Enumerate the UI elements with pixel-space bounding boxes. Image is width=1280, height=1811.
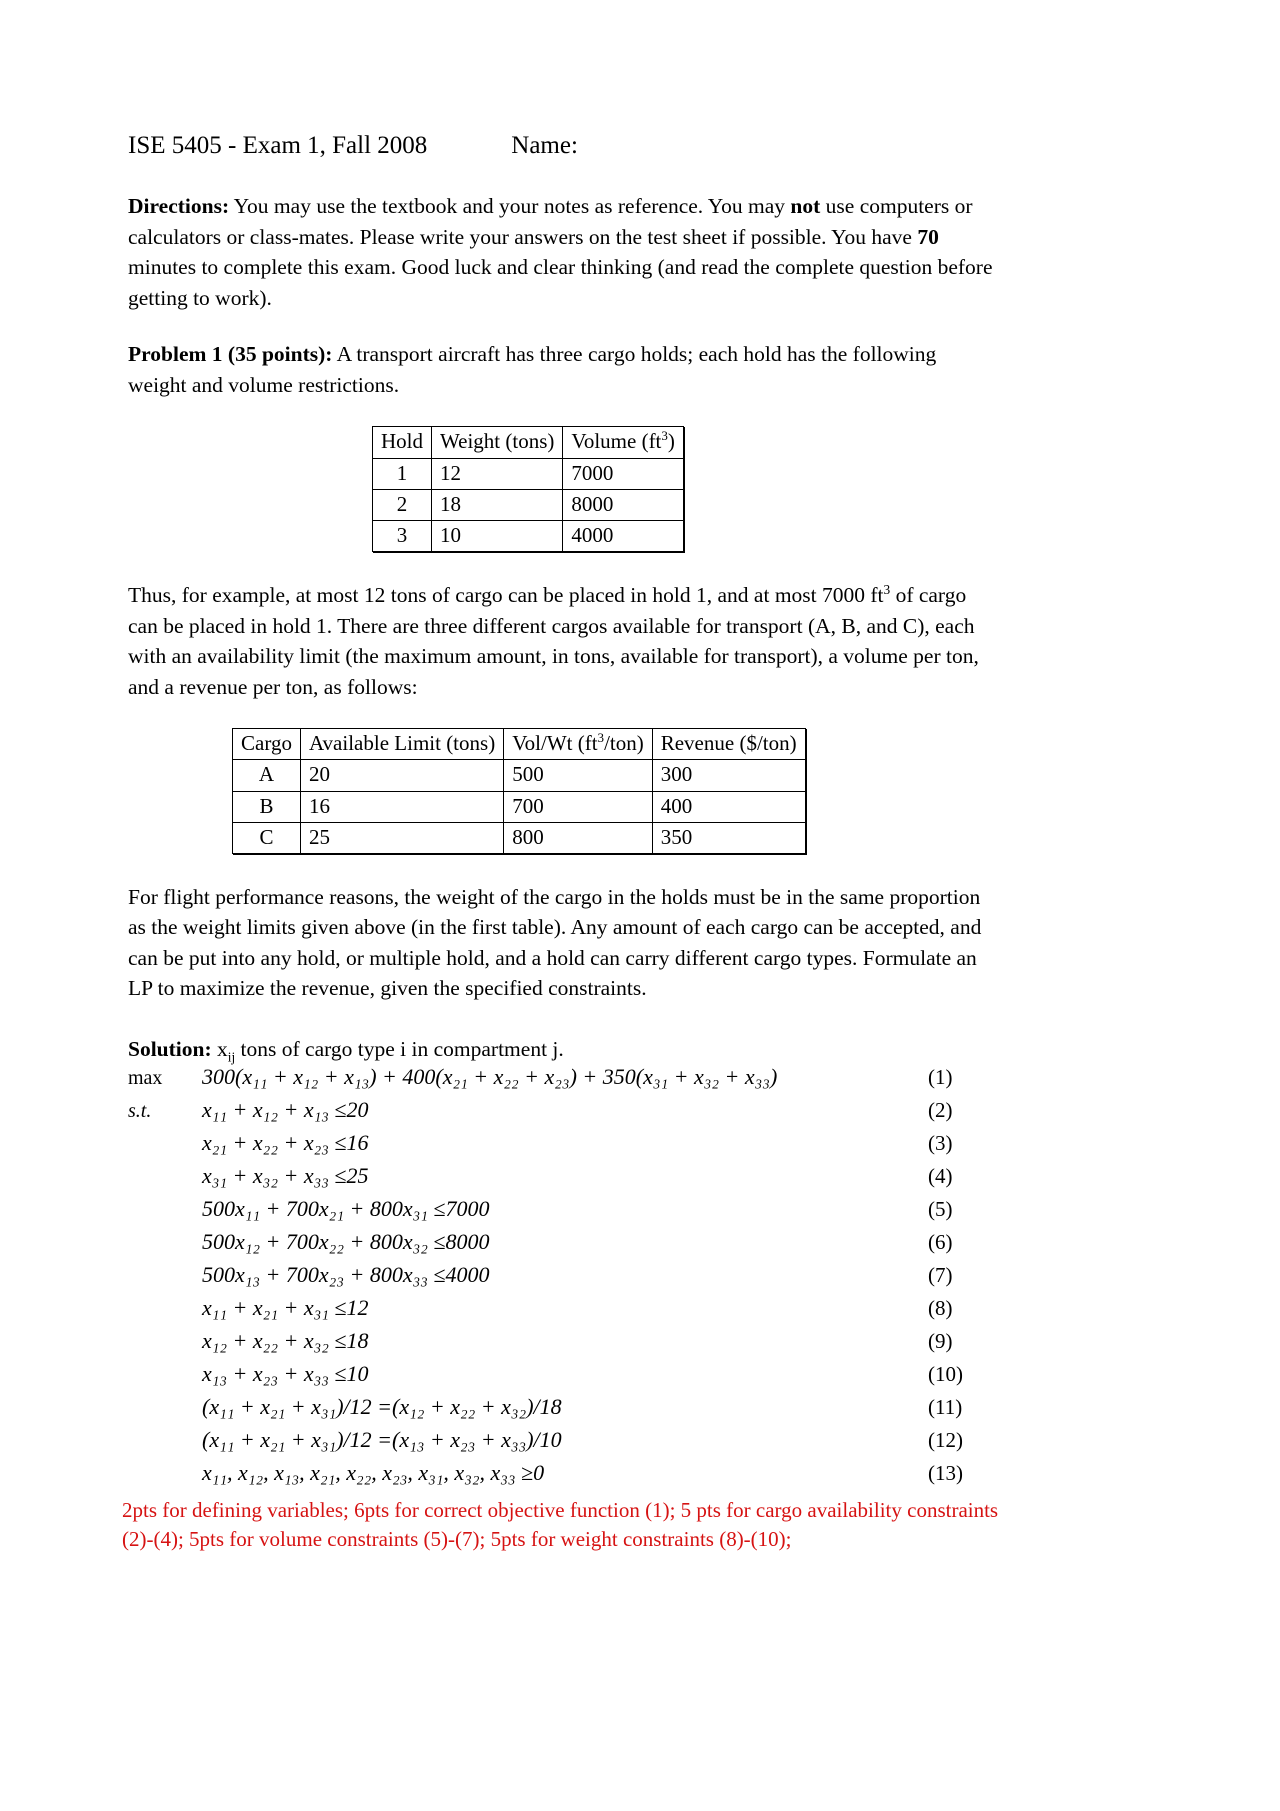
hold-cell-id: 3: [373, 520, 432, 551]
equation-list: [128, 1066, 1000, 1488]
equation-row: [128, 1165, 1000, 1191]
equation-number: (10): [928, 1362, 963, 1387]
hold-cell-volume: 4000: [563, 520, 684, 551]
page-content: [122, 130, 1000, 1554]
equation-tag: max: [128, 1067, 163, 1090]
cargo-description-paragraph: [128, 580, 1000, 702]
equation-body: (x₁₁ + x₂₁ + x₃₁)/12 =(x₁₂ + x₂₂ + x₃₂)/18: [202, 1394, 562, 1420]
cargo-cell-limit: 16: [300, 791, 503, 822]
volwt-header-base: Vol/Wt (ft: [512, 731, 598, 756]
hold-table-wrapper: [128, 426, 1000, 552]
hold-table-header-weight: Weight (tons): [432, 427, 563, 458]
equation-row: [128, 1099, 1000, 1125]
table-row: [233, 760, 806, 791]
equation-body: x₁₁ + x₂₁ + x₃₁ ≤12: [202, 1295, 369, 1321]
solution-label: Solution:: [128, 1036, 212, 1061]
equation-body: x₁₁, x₁₂, x₁₃, x₂₁, x₂₂, x₂₃, x₃₁, x₃₂, x₃₃ ≥0: [202, 1460, 545, 1486]
equation-number: (12): [928, 1428, 963, 1453]
equation-row: [128, 1330, 1000, 1356]
equation-number: (13): [928, 1461, 963, 1486]
flight-performance-paragraph: For flight performance reasons, the weight of the cargo in the holds must be in the same proportion as the weight limits given above (in the first table). Any amount of each cargo can be accepted, and can be put into any hold, or multiple hold, and a hold can carry different cargo types. Formulate an LP to maximize the revenue, given the specified constraints.: [128, 884, 982, 1001]
cargo-cell-name: B: [233, 791, 301, 822]
page-title: ISE 5405 - Exam 1, Fall 2008: [128, 132, 428, 159]
equation-body: x₂₁ + x₂₂ + x₂₃ ≤16: [202, 1130, 369, 1156]
cargo-cell-name: C: [233, 822, 301, 853]
directions-text-2: use computers or calculators or class-mates. Please write your answers on the test sheet if possible. You have: [128, 194, 973, 249]
volwt-header-tail: /ton): [604, 731, 644, 756]
solution-heading: [128, 1034, 1000, 1064]
equation-row: [128, 1231, 1000, 1257]
equation-row: [128, 1132, 1000, 1158]
cargo-table-body: [233, 760, 806, 854]
hold-cell-id: 2: [373, 489, 432, 520]
hold-cell-weight: 18: [432, 489, 563, 520]
hold-table: [372, 426, 684, 552]
equation-number: (5): [928, 1197, 953, 1222]
equation-body: (x₁₁ + x₂₁ + x₃₁)/12 =(x₁₃ + x₂₃ + x₃₃)/10: [202, 1427, 562, 1453]
volume-header-base: Volume (ft: [571, 429, 662, 454]
hold-table-header-row: [373, 427, 684, 458]
name-field-label: Name:: [511, 132, 578, 159]
cargo-cell-volwt: 800: [504, 822, 653, 853]
solution-variable-base: x: [217, 1036, 228, 1061]
document-header: [128, 130, 1000, 161]
cargo-cell-revenue: 400: [652, 791, 805, 822]
problem1-statement: [128, 339, 1000, 400]
directions-label: Directions:: [128, 194, 230, 219]
hold-table-head: [373, 427, 684, 458]
problem1-text: A transport aircraft has three cargo holds; each hold has the following weight and volume restrictions.: [128, 342, 937, 397]
table-row: [373, 458, 684, 489]
equation-body: x₁₃ + x₂₃ + x₃₃ ≤10: [202, 1361, 369, 1387]
table-row: [233, 822, 806, 853]
equation-body: 500x₁₁ + 700x₂₁ + 800x₃₁ ≤7000: [202, 1196, 490, 1222]
cargo-cell-volwt: 700: [504, 791, 653, 822]
equation-row: [128, 1363, 1000, 1389]
problem1-label: Problem 1 (35 points):: [128, 342, 333, 367]
equation-number: (1): [928, 1065, 953, 1090]
directions-emphasis-minutes: 70: [917, 224, 939, 249]
cargo-table-header-limit: Available Limit (tons): [300, 729, 503, 760]
cargo-cell-revenue: 350: [652, 822, 805, 853]
cargo-cell-limit: 25: [300, 822, 503, 853]
equation-body: x₁₂ + x₂₂ + x₃₂ ≤18: [202, 1328, 369, 1354]
cargo-cell-revenue: 300: [652, 760, 805, 791]
hold-cell-id: 1: [373, 458, 432, 489]
equation-number: (4): [928, 1164, 953, 1189]
equation-number: (3): [928, 1131, 953, 1156]
table-row: [233, 791, 806, 822]
cargo-description-text-1: Thus, for example, at most 12 tons of cargo can be placed in hold 1, and at most 7000 ft: [128, 583, 884, 608]
equation-body: x₁₁ + x₁₂ + x₁₃ ≤20: [202, 1097, 369, 1123]
solution-variable: [217, 1036, 236, 1065]
hold-table-header-volume: [563, 427, 684, 458]
equation-number: (9): [928, 1329, 953, 1354]
equation-row: [128, 1396, 1000, 1422]
cargo-table-wrapper: [128, 728, 1000, 854]
table-row: [373, 489, 684, 520]
equation-number: (7): [928, 1263, 953, 1288]
equation-number: (6): [928, 1230, 953, 1255]
solution-variable-sub: ij: [227, 1049, 236, 1065]
cargo-table-header-revenue: Revenue ($/ton): [652, 729, 805, 760]
cargo-table: [232, 728, 806, 854]
hold-cell-volume: 7000: [563, 458, 684, 489]
equation-number: (2): [928, 1098, 953, 1123]
hold-cell-volume: 8000: [563, 489, 684, 520]
equation-body: 500x₁₃ + 700x₂₃ + 800x₃₃ ≤4000: [202, 1262, 490, 1288]
hold-cell-weight: 10: [432, 520, 563, 551]
cargo-table-header-row: [233, 729, 806, 760]
volwt-header-sup: 3: [597, 730, 605, 746]
equation-tag: s.t.: [128, 1100, 152, 1123]
cargo-cell-volwt: 500: [504, 760, 653, 791]
equation-body: 300(x₁₁ + x₁₂ + x₁₃) + 400(x₂₁ + x₂₂ + x₂₃) + 350(x₃₁ + x₃₂ + x₃₃): [202, 1064, 778, 1090]
equation-body: x₃₁ + x₃₂ + x₃₃ ≤25: [202, 1163, 369, 1189]
equation-row: [128, 1297, 1000, 1323]
table-row: [373, 520, 684, 551]
cargo-table-header-volwt: [504, 729, 653, 760]
equation-body: 500x₁₂ + 700x₂₂ + 800x₃₂ ≤8000: [202, 1229, 490, 1255]
hold-cell-weight: 12: [432, 458, 563, 489]
equation-row: [128, 1198, 1000, 1224]
directions-paragraph: [128, 191, 1000, 313]
directions-emphasis-not: not: [790, 194, 821, 219]
hold-table-header-hold: Hold: [373, 427, 432, 458]
equation-row: [128, 1429, 1000, 1455]
equation-row: [128, 1264, 1000, 1290]
directions-text-1: You may use the textbook and your notes as reference. You may: [229, 194, 791, 219]
cargo-description-text-2: of cargo can be placed in hold 1. There are three different cargos available for transport (A, B, and C), each with an availability limit (the maximum amount, in tons, available for transport), a volume per ton, and a revenue per ton, as follows:: [128, 583, 979, 699]
cargo-table-head: [233, 729, 806, 760]
hold-table-body: [373, 458, 684, 552]
cargo-table-header-cargo: Cargo: [233, 729, 301, 760]
cargo-cell-limit: 20: [300, 760, 503, 791]
solution-definition-text: tons of cargo type i in compartment j.: [235, 1036, 564, 1061]
grading-note: 2pts for defining variables; 6pts for correct objective function (1); 5 pts for cargo availability constraints (2)-(4); 5pts for volume constraints (5)-(7); 5pts for weight constraints (8)-(10);: [122, 1498, 999, 1552]
equation-number: (8): [928, 1296, 953, 1321]
cargo-cell-name: A: [233, 760, 301, 791]
volume-header-sup: 3: [661, 428, 668, 444]
equation-row: [128, 1462, 1000, 1488]
cubic-feet-superscript: 3: [883, 581, 891, 597]
volume-header-tail: ): [667, 429, 675, 454]
equation-row: [128, 1066, 1000, 1092]
equation-number: (11): [928, 1395, 963, 1420]
directions-text-3: minutes to complete this exam. Good luck and clear thinking (and read the complete question before getting to work).: [128, 255, 993, 310]
